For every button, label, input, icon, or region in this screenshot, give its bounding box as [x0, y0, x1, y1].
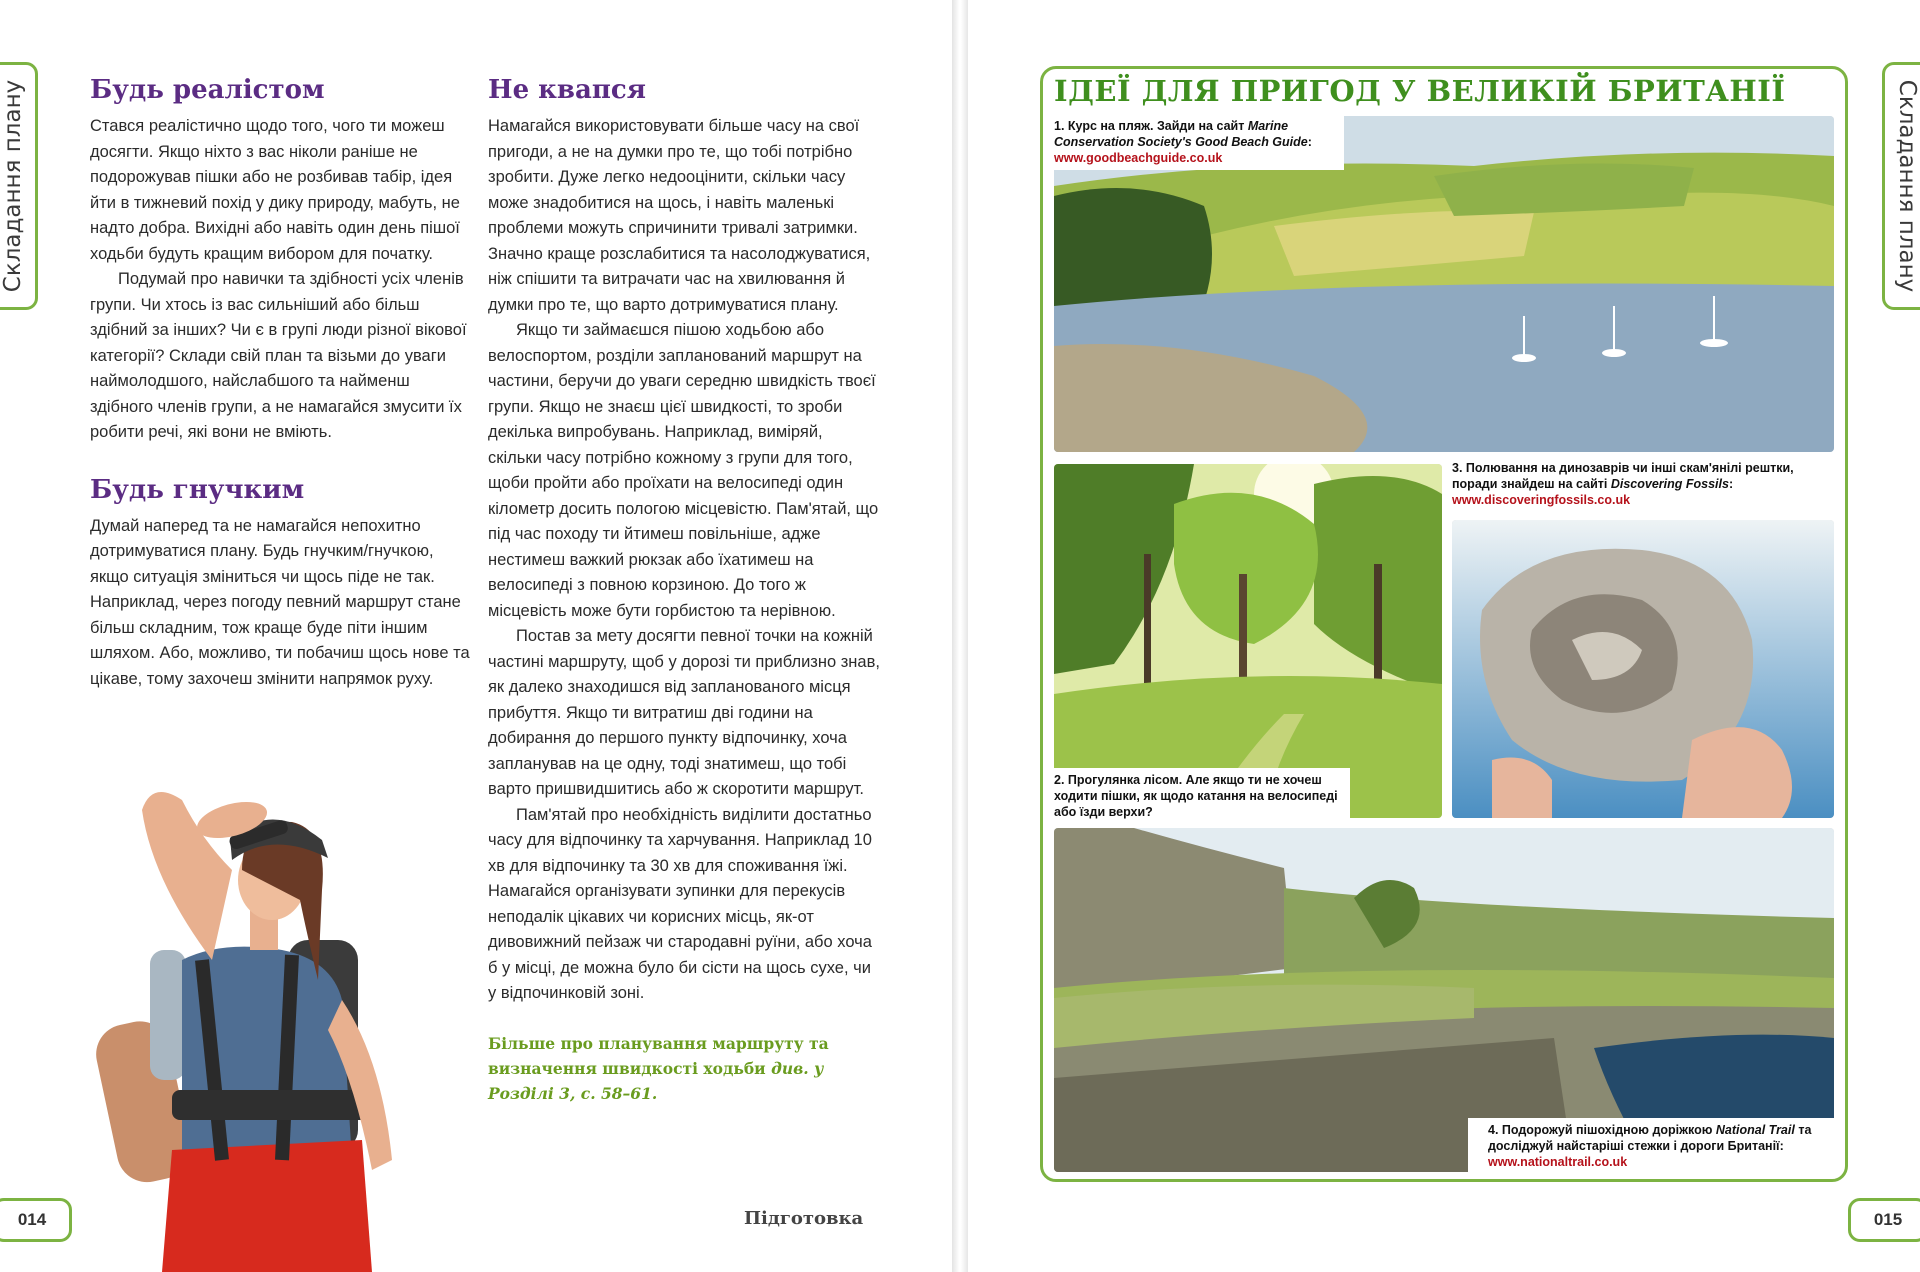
ideas-title: ІДЕЇ ДЛЯ ПРИГОД У ВЕЛИКІЙ БРИТАНІЇ	[1054, 74, 1786, 108]
caption-forest: 2. Прогулянка лісом. Але якщо ти не хочеш ходити пішки, як щодо катання на велосипеді або їзди верхи?	[1054, 768, 1350, 824]
caption-text: :	[1307, 135, 1312, 149]
caption-text: :	[1728, 477, 1734, 491]
cross-reference-note	[488, 1031, 880, 1106]
section-tab-label: Складання плану	[1894, 79, 1920, 293]
left-page	[0, 0, 952, 1272]
paragraph: Пам'ятай про необхідність виділити достатньо часу для відпочинку та харчування. Наприклад 10 хв для відпочинку та 30 хв для споживання їжі. Намагайся організувати зупинки для перекусів неподалік цікавих чи корисних місць, як-от дивовижний пейзаж чи стародавні руїни, або хоча б у місці, де можна було би сісти на щось сухе, чи у відпочинковій зоні.	[488, 805, 872, 1002]
note-text: Більше про планування маршруту та визначення швидкості ходьби	[488, 1033, 829, 1078]
section-footer: Підготовка	[744, 1208, 864, 1229]
caption-italic: Marine Conservation Society's Good Beach Guide	[1054, 119, 1308, 149]
beach-guide-link[interactable]: www.goodbeachguide.co.uk	[1054, 151, 1223, 165]
right-page	[968, 0, 1920, 1272]
paragraph: Подумай про навички та здібності усіх членів групи. Чи хтось із вас сильніший або більш здібний за інших? Чи є в групі люди різної вікової категорії? Склади свій план та візьми до уваги наймолодшого, найслабшого та найменш здібного членів групи, а не намагайся змусити їх робити речі, які вони не вміють.	[90, 270, 467, 441]
fossils-link[interactable]: www.discoveringfossils.co.uk	[1452, 493, 1631, 507]
note-reference: див. у Розділі 3, с. 58–61.	[488, 1058, 824, 1103]
heading-be-realistic: Будь реалістом	[90, 75, 325, 105]
forest-photo	[1054, 464, 1442, 818]
paragraph: Думай наперед та не намагайся непохитно дотримуватися плану. Будь гнучким/гнучкою, якщо ситуація зміниться чи щось піде не так. Наприклад, через погоду певний маршрут стане більш складним, тож краще буде піти іншим шляхом. Або, можливо, ти побачиш щось нове та цікаве, тому захочеш змінити напрямок руху.	[90, 516, 470, 688]
section-tab-right	[1882, 62, 1920, 310]
heading-be-flexible: Будь гнучким	[90, 474, 305, 505]
caption-italic: Discovering Fossils	[1610, 477, 1729, 491]
paragraph: Намагайся використовувати більше часу на свої пригоди, а не на думки про те, що тобі потрібно зробити. Дуже легко недооцінити, скільки часу може знадобитися на щось, і навіть маленькі проблеми можуть спричинити тривалі затримки. Значно краще розслабитися та насолоджуватися, ніж спішити та витрачати час на хвилювання й думки про те, що варто дотримуватися плану.	[488, 117, 871, 314]
caption-fossils	[1452, 460, 1834, 510]
heading-dont-rush: Не квапся	[488, 75, 646, 105]
paragraph: Якщо ти займаєшся пішою ходьбою або велоспортом, розділи запланований маршрут на частини, беручи до уваги середню швидкість твоєї групи. Якщо не знаєш цієї швидкості, то зроби декілька випробувань. Наприклад, виміряй, скільки часу потрібно кожному з групи для того, щоби пройти або проїхати на велосипеді один кілометр досить пологою місцевістю. Пам'ятай, що під час походу ти йтимеш повільніше, адже нестимеш важкий рюкзак або їхатимеш на велосипеді з повною корзиною. До того ж місцевість може бути горбистою та нерівною.	[488, 321, 879, 620]
section-tab-left	[0, 62, 38, 310]
book-gutter	[952, 0, 968, 1272]
caption-beach	[1054, 116, 1344, 170]
section-tab-label: Складання плану	[0, 79, 26, 293]
caption-text: 3. Полювання на динозаврів чи інші скам'янілі рештки, поради знайдеш на сайті	[1452, 461, 1794, 491]
caption-text: 4. Подорожуй пішохідною доріжкою	[1488, 1123, 1716, 1137]
hiker-illustration	[92, 760, 452, 1272]
text-column-1	[90, 72, 474, 692]
text-column-2	[488, 72, 880, 1106]
caption-text: 1. Курс на пляж. Зайди на сайт	[1054, 119, 1248, 133]
page-number-right: 015	[1848, 1198, 1920, 1242]
paragraph: Стався реалістично щодо того, чого ти можеш досягти. Якщо ніхто з вас ніколи раніше не подорожував пішки або не розбивав табір, ідея йти в тижневий похід у дику природу, мабуть, не надто добра. Вихідні або навіть один день пішої ходьби будуть кращим вибором для початку.	[90, 117, 460, 263]
fossil-photo	[1452, 520, 1834, 818]
page-number-left: 014	[0, 1198, 72, 1242]
paragraph: Постав за мету досягти певної точки на кожній частині маршруту, щоб у дорозі ти приблизно знав, як далеко знаходишся від запланованого місця прибуття. Якщо ти витратиш дві години на добирання до першого пункту відпочинку, хоча запланував на це одну, тоді знатимеш, що тобі варто пришвидшитись або ж скоротити маршрут.	[488, 627, 880, 798]
national-trail-link[interactable]: www.nationaltrail.co.uk	[1488, 1155, 1628, 1169]
caption-text: та досліджуй найстаріші стежки і дороги Британії:	[1488, 1123, 1812, 1153]
caption-trail	[1468, 1118, 1834, 1176]
caption-italic: National Trail	[1715, 1123, 1795, 1137]
